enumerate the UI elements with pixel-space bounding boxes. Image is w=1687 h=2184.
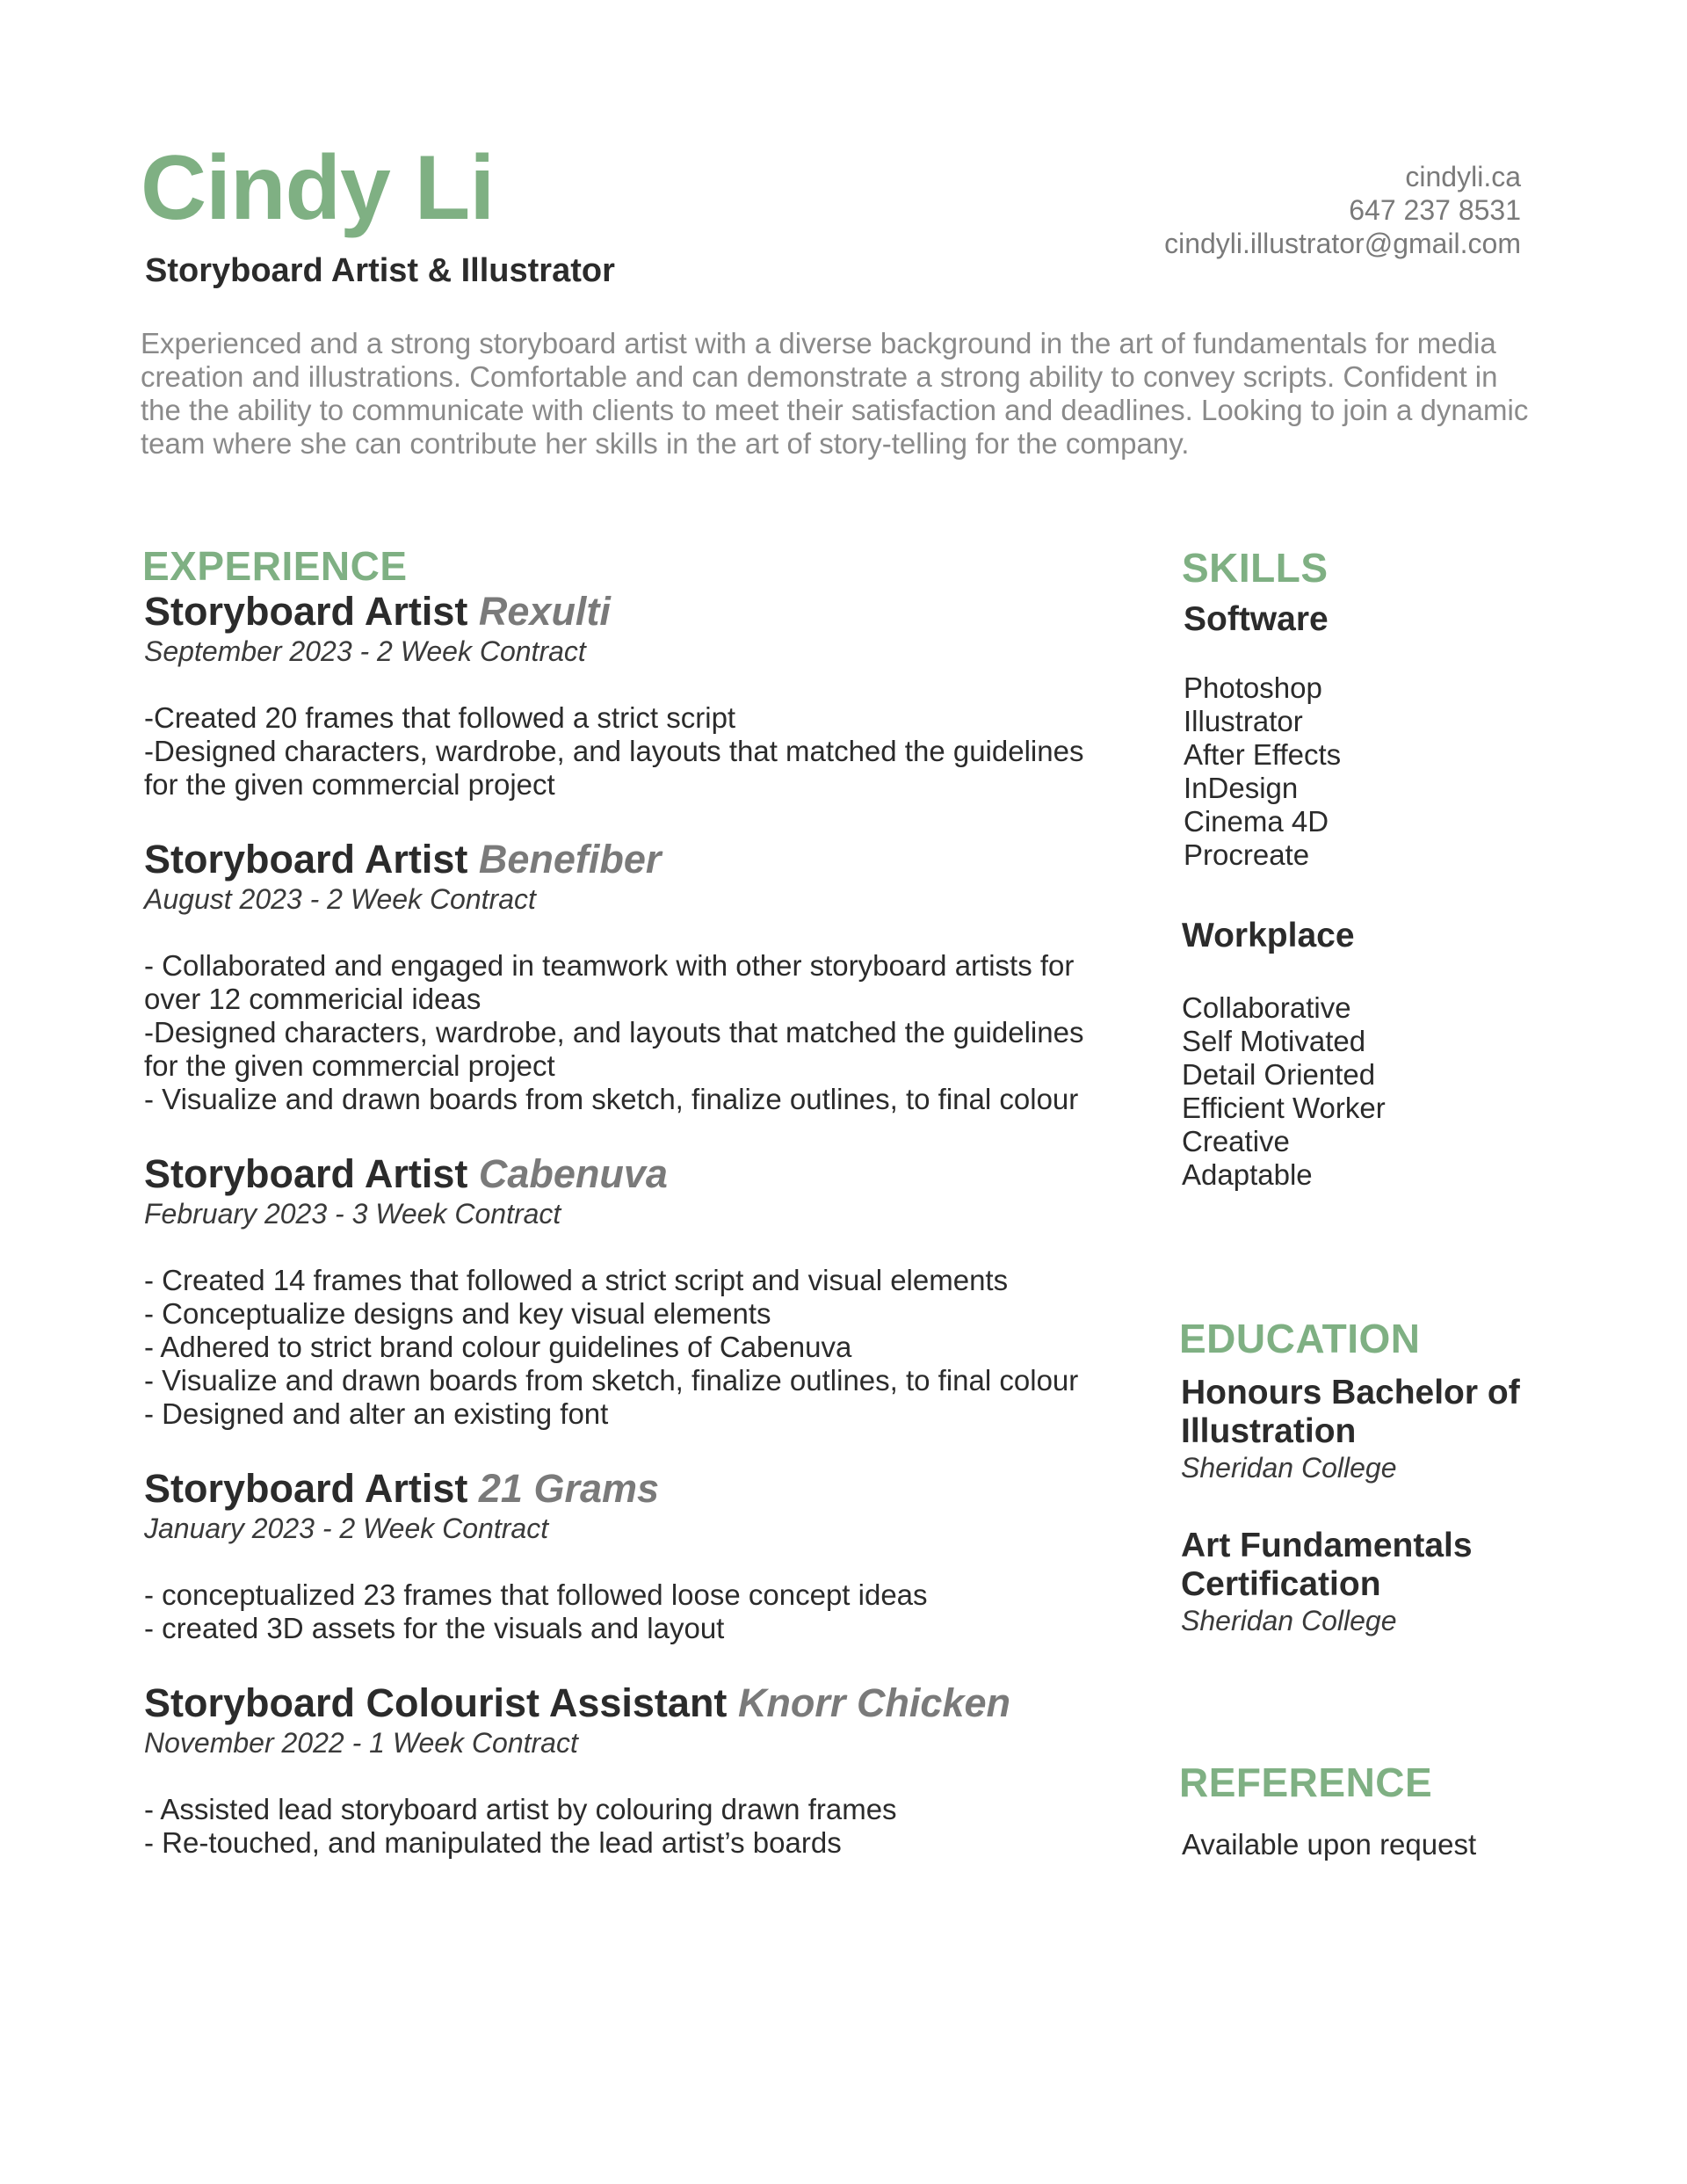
- job-role: Storyboard Artist: [144, 589, 468, 634]
- education-school: Sheridan College: [1181, 1452, 1397, 1484]
- experience-heading: EXPERIENCE: [142, 543, 408, 589]
- education-school: Sheridan College: [1181, 1605, 1397, 1636]
- education-item-certification: [1181, 1527, 1568, 1637]
- job-bullets: [144, 1578, 1163, 1645]
- job-date: September 2023 - 2 Week Contract: [144, 635, 586, 667]
- education-degree-line: Art Fundamentals: [1181, 1527, 1473, 1564]
- job-bullet: - Visualize and drawn boards from sketch, finalize outlines, to final colour: [144, 1082, 1079, 1115]
- job-role: Storyboard Artist: [144, 1151, 468, 1196]
- candidate-name: Cindy Li: [141, 137, 495, 239]
- contact-block: [1164, 160, 1521, 260]
- workplace-heading: Workplace: [1182, 917, 1355, 954]
- profile-summary: Experienced and a strong storyboard artist with a diverse background in the art of fundamentals for media creation and illustrations. Comfortable and can demonstrate a strong ability to convey scripts. Confident in the the ability to communicate with clients to meet their satisfaction and deadlines. Looking to join a dynamic team where she can contribute her skills in the art of story-telling for the company.: [141, 327, 1529, 460]
- job-company: 21 Grams: [478, 1466, 660, 1511]
- reference-text: Available upon request: [1182, 1828, 1477, 1861]
- job-entry-knorr-chicken: [144, 1680, 1163, 1860]
- job-role: Storyboard Colourist Assistant: [144, 1680, 728, 1725]
- software-item: Procreate: [1184, 838, 1310, 871]
- job-bullets: [144, 949, 1163, 1116]
- job-bullet: - Visualize and drawn boards from sketch, finalize outlines, to final colour: [144, 1363, 1079, 1397]
- software-item: InDesign: [1184, 772, 1299, 804]
- job-date: November 2022 - 1 Week Contract: [144, 1726, 578, 1759]
- education-degree-line: Certification: [1181, 1565, 1381, 1603]
- education-degree-line: Illustration: [1181, 1412, 1357, 1450]
- contact-email[interactable]: cindyli.illustrator@gmail.com: [1164, 228, 1521, 259]
- workplace-item: Creative: [1182, 1125, 1290, 1157]
- job-bullet: - Conceptualize designs and key visual elements: [144, 1296, 771, 1330]
- job-title: [144, 837, 1163, 882]
- software-item: After Effects: [1184, 738, 1342, 771]
- job-bullet: for the given commercial project: [144, 767, 555, 801]
- job-role: Storyboard Artist: [144, 1466, 468, 1511]
- workplace-item: Self Motivated: [1182, 1025, 1366, 1057]
- education-degree-line: Honours Bachelor of: [1181, 1374, 1520, 1411]
- job-bullets: [144, 701, 1163, 802]
- software-list: [1184, 671, 1341, 872]
- job-bullet: - created 3D assets for the visuals and layout: [144, 1611, 725, 1644]
- workplace-list: [1182, 991, 1386, 1192]
- software-item: Cinema 4D: [1184, 805, 1329, 838]
- job-entry-21-grams: [144, 1466, 1163, 1645]
- job-bullet: - Re-touched, and manipulated the lead artist’s boards: [144, 1825, 842, 1859]
- job-bullet: - Assisted lead storyboard artist by colouring drawn frames: [144, 1792, 897, 1825]
- job-title: [144, 589, 1163, 635]
- job-date: August 2023 - 2 Week Contract: [144, 882, 536, 915]
- job-bullet: -Designed characters, wardrobe, and layouts that matched the guidelines: [144, 734, 1084, 767]
- job-date: January 2023 - 2 Week Contract: [144, 1512, 549, 1544]
- job-role: Storyboard Artist: [144, 837, 468, 882]
- job-bullet: - Collaborated and engaged in teamwork with other storyboard artists for: [144, 948, 1075, 982]
- job-bullet: - Designed and alter an existing font: [144, 1397, 609, 1430]
- job-company: Knorr Chicken: [737, 1680, 1010, 1725]
- job-entry-benefiber: [144, 837, 1163, 1116]
- job-bullet: -Created 20 frames that followed a strict script: [144, 700, 736, 734]
- job-company: Benefiber: [478, 837, 662, 882]
- contact-phone: 647 237 8531: [1349, 194, 1521, 226]
- job-bullet: for the given commercial project: [144, 1048, 555, 1082]
- job-title: [144, 1466, 1163, 1512]
- workplace-item: Detail Oriented: [1182, 1058, 1376, 1091]
- job-company: Rexulti: [478, 589, 611, 634]
- job-bullet: - conceptualized 23 frames that followed loose concept ideas: [144, 1578, 928, 1611]
- reference-block: [1182, 1828, 1476, 1861]
- job-bullet: - Created 14 frames that followed a strict script and visual elements: [144, 1263, 1009, 1296]
- workplace-item: Adaptable: [1182, 1158, 1313, 1191]
- job-bullets: [144, 1264, 1163, 1431]
- job-entry-cabenuva: [144, 1151, 1163, 1431]
- job-title: [144, 1151, 1163, 1197]
- job-bullets: [144, 1793, 1163, 1860]
- job-bullet: over 12 commericial ideas: [144, 982, 481, 1015]
- workplace-item: Efficient Worker: [1182, 1092, 1386, 1124]
- education-heading: EDUCATION: [1179, 1316, 1421, 1361]
- job-date: February 2023 - 3 Week Contract: [144, 1197, 561, 1230]
- skills-heading: SKILLS: [1182, 545, 1329, 591]
- job-entry-rexulti: [144, 589, 1163, 802]
- software-heading: Software: [1184, 600, 1329, 638]
- reference-heading: REFERENCE: [1179, 1760, 1433, 1805]
- job-bullet: - Adhered to strict brand colour guidelines of Cabenuva: [144, 1330, 852, 1363]
- software-item: Photoshop: [1184, 671, 1322, 704]
- software-item: Illustrator: [1184, 705, 1303, 737]
- job-company: Cabenuva: [478, 1151, 668, 1196]
- contact-website[interactable]: cindyli.ca: [1405, 161, 1521, 192]
- candidate-title: Storyboard Artist & Illustrator: [145, 252, 615, 289]
- education-item-honours: [1181, 1374, 1568, 1484]
- job-bullet: -Designed characters, wardrobe, and layouts that matched the guidelines: [144, 1015, 1084, 1048]
- job-title: [144, 1680, 1163, 1726]
- workplace-item: Collaborative: [1182, 991, 1351, 1024]
